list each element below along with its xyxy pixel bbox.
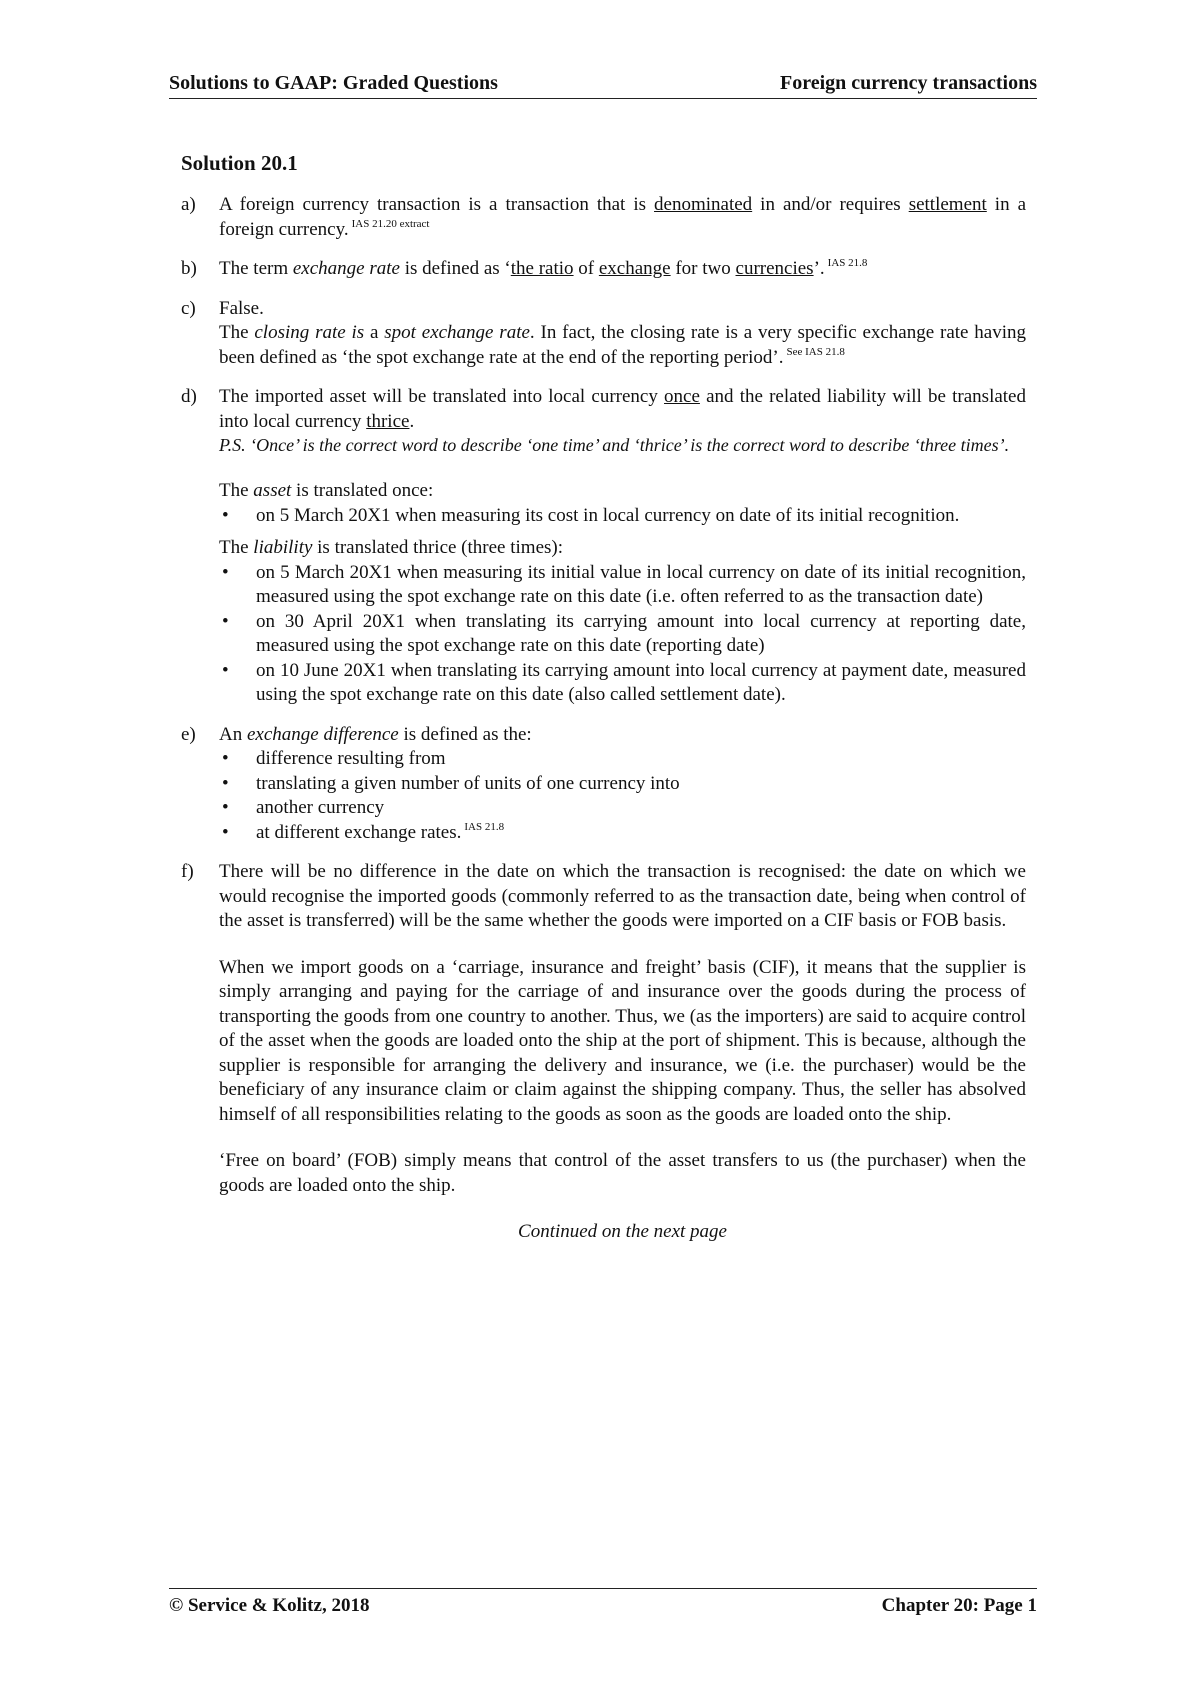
liability-bullet-list [219,561,1026,708]
list-item: • on 5 March 20X1 when measuring its cost in local currency on date of its initial recognition. [219,504,1026,529]
answer-c-verdict: False. [219,297,264,319]
list-item: • at different exchange rates. $^{IAS 21.8}$ [219,821,1026,846]
answer-f-paragraph-1: There will be no difference in the date on which the transaction is recognised: the date on which we would recognise the imported goods (commonly referred to as the transaction date, being when control of the asset is transferred) will be the same whether the goods were imported on a CIF basis or FOB basis. [219,861,1026,931]
reference: IAS 21.20 extract [351,217,430,230]
answer-label: d) [181,386,197,407]
answer-d-postscript: P.S. ‘Once’ is the correct word to describe ‘one time’ and ‘thrice’ is the correct word to describe ‘three times’. [219,435,1010,455]
bullet-icon: • [222,772,229,794]
header-chapter-title: Foreign currency transactions [779,72,1037,94]
answer-label: c) [181,297,196,319]
reference: IAS 21.8 [464,820,505,833]
bullet-icon: • [222,797,229,818]
answer-label: b) [181,258,197,279]
bullet-icon: • [222,659,229,681]
answer-b [181,257,1026,282]
answer-f [181,860,1026,1198]
answer-f-paragraph-2: When we import goods on a ‘carriage, insurance and freight’ basis (CIF), it means that the supplier is simply arranging and paying for the carriage of and insurance over the goods during the process of transporting the goods from one country to another. Thus, we (as the importers) are said to acquire control of the asset when the goods are loaded onto the ship at the port of shipment. This is because, although the supplier is responsible for arranging the delivery and insurance, we (i.e. the purchaser) would be the beneficiary of any insurance claim or claim against the shipping company. Thus, the seller has absolved himself of all responsibilities relating to the goods as soon as the goods are loaded onto the ship. [219,956,1026,1125]
answer-d [181,385,1026,708]
reference: IAS 21.8 [827,257,868,269]
answer-d-text: The imported asset will be translated into local currency once and the related liability will be translated into local currency thrice. [219,386,1026,432]
answer-c-text: The closing rate is a spot exchange rate. In fact, the closing rate is a very specific exchange rate having been defined as ‘the spot exchange rate at the end of the reporting period’. $^{See IAS 21.8}$ [219,322,1026,368]
answer-label: f) [181,861,194,882]
answer-f-paragraph-3: ‘Free on board’ (FOB) simply means that control of the asset transfers to us (the purchaser) when the goods are loaded onto the ship. [219,1150,1026,1196]
page-header [169,72,1037,99]
bullet-icon: • [222,504,229,526]
header-book-title: Solutions to GAAP: Graded Questions [169,72,498,94]
list-item: • difference resulting from [219,747,1026,772]
answer-label: e) [181,723,196,745]
list-item: • on 10 June 20X1 when translating its carrying amount into local currency at payment date, measured using the spot exchange rate on this date (also called settlement date). [219,659,1026,708]
liability-intro: The liability is translated thrice (three times): [219,537,564,558]
footer-page-number: Chapter 20: Page 1 [881,1595,1037,1616]
reference: See IAS 21.8 [786,345,845,358]
answer-c [181,297,1026,371]
definition-bullet-list [219,747,1026,845]
answer-a [181,193,1026,242]
answer-b-text: The term exchange rate is defined as ‘the ratio of exchange for two currencies’. $^{IAS 21.8}$ [219,257,868,279]
bullet-icon: • [222,561,229,583]
solution-title: Solution 20.1 [181,151,298,175]
bullet-icon: • [222,821,229,843]
page-content [181,150,1026,1245]
footer-copyright: © Service & Kolitz, 2018 [169,1595,370,1616]
answer-e-text: An exchange difference is defined as the: [219,723,532,745]
asset-bullet-list [219,504,1026,529]
bullet-icon: • [222,748,229,769]
asset-intro: The asset is translated once: [219,480,434,501]
page-footer [169,1588,1037,1617]
list-item: • on 5 March 20X1 when measuring its initial value in local currency on date of its initial recognition, measured using the spot exchange rate on this date (i.e. often referred to as the transaction date) [219,561,1026,610]
bullet-icon: • [222,610,229,632]
list-item: • another currency [219,796,1026,821]
list-item: • translating a given number of units of one currency into [219,772,1026,797]
list-item: • on 30 April 20X1 when translating its carrying amount into local currency at reporting date, measured using the spot exchange rate on this date (reporting date) [219,610,1026,659]
answer-a-text: A foreign currency transaction is a transaction that is denominated in and/or requires settlement in a foreign currency. $^{IAS 21.20 extract}$ [219,194,1026,240]
answer-e [181,723,1026,846]
continued-note: Continued on the next page [518,1221,727,1242]
answer-label: a) [181,194,196,215]
